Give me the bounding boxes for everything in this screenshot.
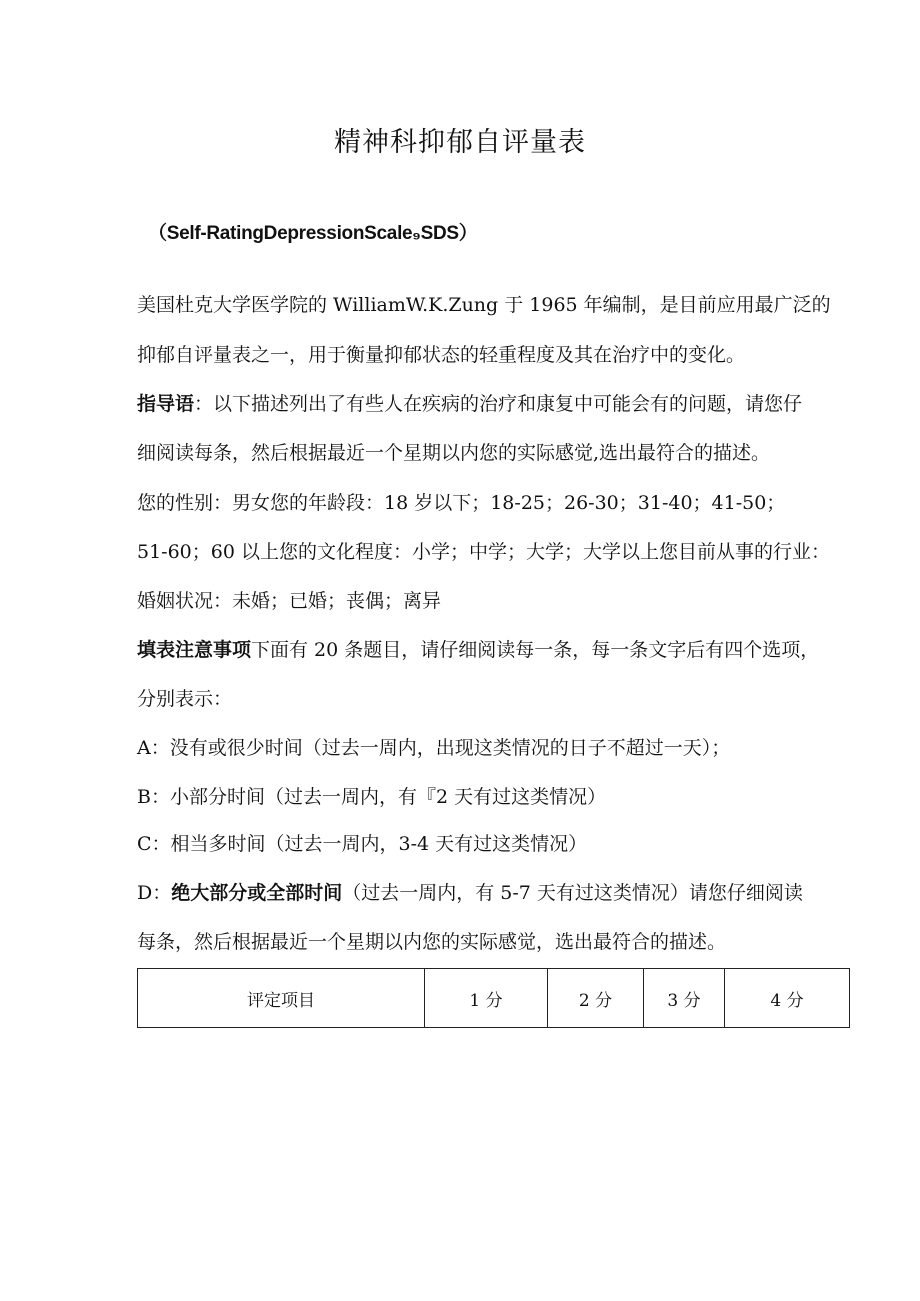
option-a: A：没有或很少时间（过去一周内，出现这类情况的日子不超过一天）； [137, 737, 731, 759]
score-table [137, 968, 850, 1028]
guidance-line-2: 细阅读每条，然后根据最近一个星期以内您的实际感觉,选出最符合的描述。 [137, 442, 771, 464]
guidance-line-1 [137, 391, 802, 417]
intro-line-2: 抑郁自评量表之一，用于衡量抑郁状态的轻重程度及其在治疗中的变化。 [137, 344, 746, 366]
notes-label: 填表注意事项 [137, 639, 252, 661]
notes-text: 下面有 20 条题目，请仔细阅读每一条，每一条文字后有四个选项， [251, 639, 820, 661]
header-score-2: 2 分 [548, 969, 644, 1028]
header-score-3: 3 分 [644, 969, 725, 1028]
header-item: 评定项目 [138, 969, 425, 1028]
personal-info-line-3: 婚姻状况：未婚；已婚；丧偶；离异 [137, 590, 442, 612]
guidance-label: 指导语 [137, 393, 195, 415]
header-score-4: 4 分 [725, 969, 850, 1028]
personal-info-line-2: 51-60；60 以上您的文化程度：小学；中学；大学；大学以上您目前从事的行业： [137, 541, 830, 563]
option-b: B：小部分时间（过去一周内，有『2 天有过这类情况） [137, 786, 607, 808]
guidance-text: ：以下描述列出了有些人在疾病的治疗和康复中可能会有的问题，请您仔 [194, 393, 803, 415]
notes-line-2: 分别表示： [137, 688, 233, 710]
option-d-text: （过去一周内，有 5-7 天有过这类情况）请您仔细阅读 [342, 882, 803, 904]
option-d-prefix: D： [137, 882, 172, 904]
option-d-line-2: 每条，然后根据最近一个星期以内您的实际感觉，选出最符合的描述。 [137, 931, 727, 953]
page-subtitle: （Self-RatingDepressionScale₉SDS） [148, 223, 478, 244]
intro-line-1: 美国杜克大学医学院的 WilliamW.K.Zung 于 1965 年编制，是目前应用最广泛的 [137, 294, 831, 316]
header-score-1: 1 分 [425, 969, 548, 1028]
table-header-row [138, 969, 850, 1028]
option-c: C：相当多时间（过去一周内，3-4 天有过这类情况） [137, 833, 588, 855]
notes-line-1 [137, 637, 819, 663]
personal-info-line-1: 您的性别：男女您的年龄段：18 岁以下；18-25；26-30；31-40；41-50； [137, 492, 786, 514]
option-d-emphasis: 绝大部分或全部时间 [171, 882, 343, 904]
option-d [137, 880, 803, 906]
page-title: 精神科抑郁自评量表 [334, 127, 586, 158]
